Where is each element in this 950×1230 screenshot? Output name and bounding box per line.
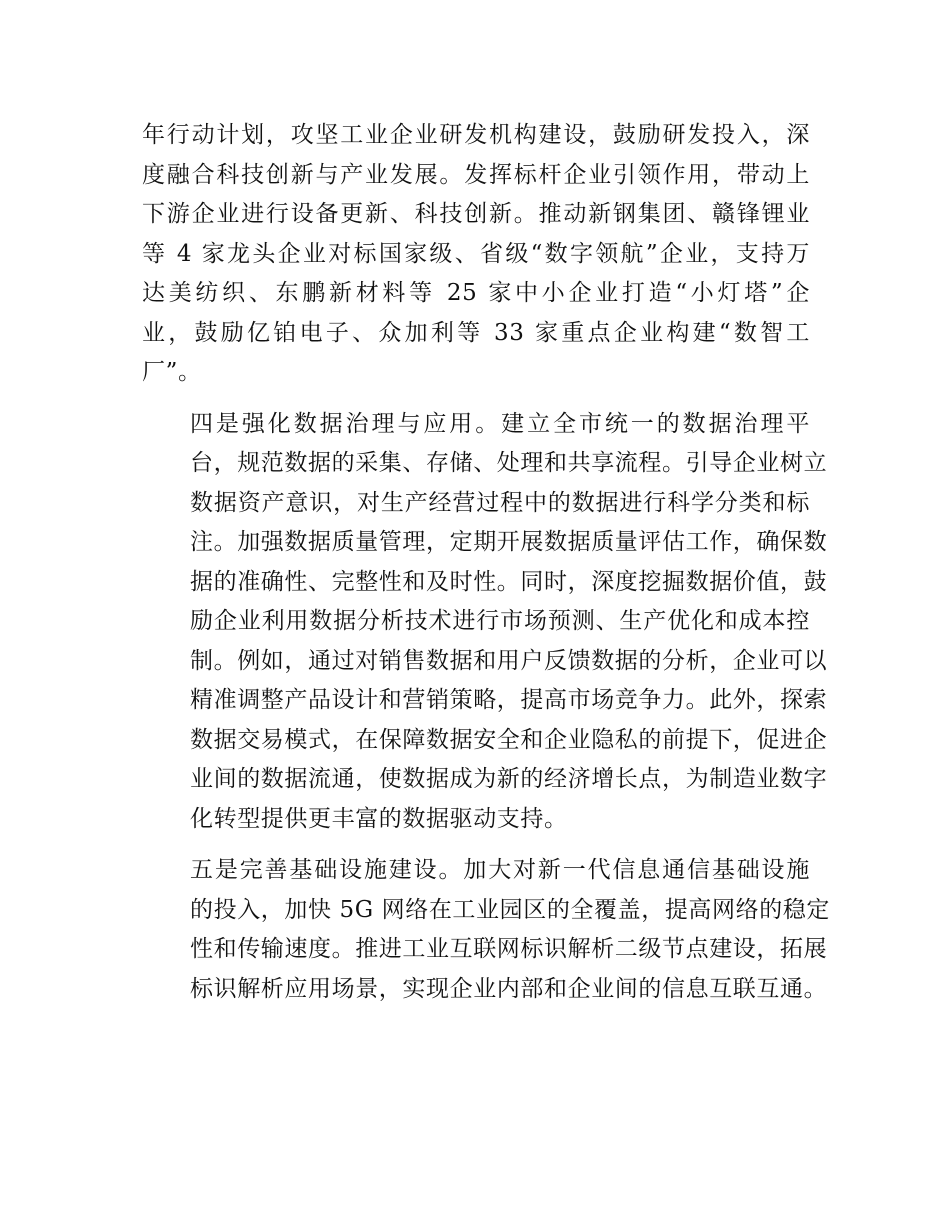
text-line: 精准调整产品设计和营销策略，提高市场竞争力。此外，探索 <box>190 687 828 713</box>
text-line: 达美纺织、东鹏新材料等 25 家中小企业打造“小灯塔”企 <box>142 280 810 306</box>
text-line: 数据资产意识，对生产经营过程中的数据进行科学分类和标 <box>190 489 810 516</box>
text-line: 业间的数据流通，使数据成为新的经济增长点，为制造业数字 <box>190 766 828 792</box>
text-line: 下游企业进行设备更新、科技创新。推动新钢集团、赣锋锂业 <box>142 201 810 227</box>
text-line: 标识解析应用场景，实现企业内部和企业间的信息互联互通。 <box>190 975 828 1002</box>
text-line: 化转型提供更丰富的数据驱动支持。 <box>190 805 568 832</box>
text-line: 的投入，加快 5G 网络在工业园区的全覆盖，提高网络的稳定 <box>190 896 831 923</box>
text-line: 注。加强数据质量管理，定期开展数据质量评估工作，确保数 <box>190 529 828 555</box>
text-line: 年行动计划，攻坚工业企业研发机构建设，鼓励研发投入，深 <box>142 122 810 148</box>
text-line: 五是完善基础设施建设。加大对新一代信息通信基础设施 <box>190 857 810 883</box>
text-line: 等 4 家龙头企业对标国家级、省级“数字领航”企业，支持万 <box>142 240 810 267</box>
text-line: 业，鼓励亿铂电子、众加利等 33 家重点企业构建“数智工 <box>142 319 810 346</box>
text-line: 四是强化数据治理与应用。建立全市统一的数据治理平 <box>190 410 810 437</box>
paragraph-continuation <box>142 116 810 393</box>
paragraph-infrastructure <box>142 851 831 1009</box>
text-line: 制。例如，通过对销售数据和用户反馈数据的分析，企业可以 <box>190 647 828 674</box>
text-line: 台，规范数据的采集、存储、处理和共享流程。引导企业树立 <box>190 450 828 476</box>
text-line: 数据交易模式，在保障数据安全和企业隐私的前提下，促进企 <box>190 726 828 753</box>
text-line: 性和传输速度。推进工业互联网标识解析二级节点建设，拓展 <box>190 936 828 962</box>
text-line: 厂”。 <box>142 359 202 385</box>
text-line: 据的准确性、完整性和及时性。同时，深度挖掘数据价值，鼓 <box>190 568 828 595</box>
body-text <box>142 116 831 1021</box>
text-line: 励企业利用数据分析技术进行市场预测、生产优化和成本控 <box>190 608 810 634</box>
paragraph-data-governance <box>142 405 828 840</box>
text-line: 度融合科技创新与产业发展。发挥标杆企业引领作用，带动上 <box>142 161 810 188</box>
